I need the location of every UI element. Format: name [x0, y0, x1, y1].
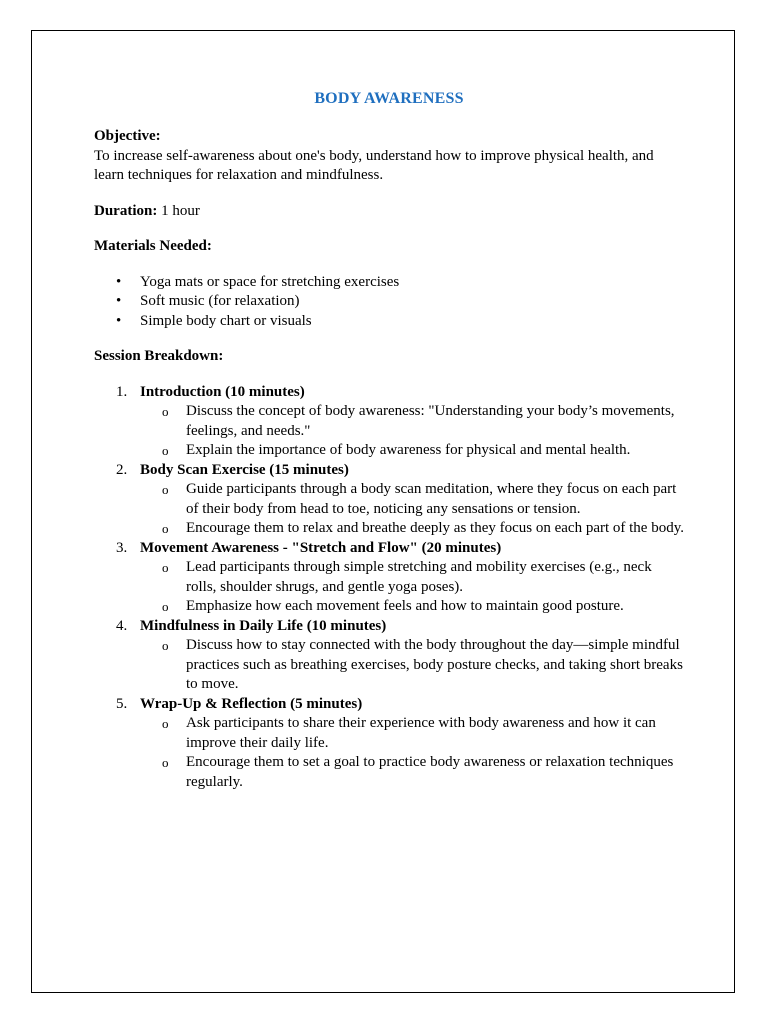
objective-label: Objective: [94, 128, 161, 144]
step-points [140, 402, 684, 461]
bullet-icon: • [116, 312, 122, 329]
duration-label: Duration: [94, 202, 158, 219]
circle-bullet-icon: o [162, 599, 169, 614]
bullet-icon: • [116, 273, 122, 290]
step-heading: Body Scan Exercise (15 minutes) [140, 461, 349, 478]
duration-value: 1 hour [157, 202, 200, 219]
step-heading: Introduction (10 minutes) [140, 383, 305, 400]
step-heading: Wrap-Up & Reflection (5 minutes) [140, 695, 363, 712]
materials-label: Materials Needed: [94, 238, 212, 254]
session-step [94, 617, 684, 695]
step-number: 4. [116, 617, 128, 634]
session-label: Session Breakdown: [94, 348, 224, 364]
list-item: o Discuss how to stay connected with the body throughout the day—simple mindful practices such as breathing exercises, body posture checks, and taking short breaks to move. [162, 637, 683, 692]
list-item: o Emphasize how each movement feels and how to maintain good posture. [140, 597, 684, 617]
step-points [140, 480, 684, 539]
list-item: • Simple body chart or visuals [94, 312, 684, 332]
step-heading: Mindfulness in Daily Life (10 minutes) [140, 617, 387, 634]
objective-text: To increase self-awareness about one's body, understand how to improve physical health, and learn techniques for relaxation and mindfulness. [94, 147, 654, 183]
document-page [31, 30, 735, 993]
list-item: o Ask participants to share their experience with body awareness and how it can improve their daily life. [162, 715, 656, 751]
step-number: 2. [116, 461, 128, 478]
list-item: o Lead participants through simple stretching and mobility exercises (e.g., neck rolls, shoulder shrugs, and gentle yoga poses). [162, 559, 652, 595]
circle-bullet-icon: o [162, 560, 169, 575]
list-item: o Explain the importance of body awareness for physical and mental health. [140, 441, 684, 461]
step-number: 3. [116, 539, 128, 556]
document-title: BODY AWARENESS [314, 90, 464, 107]
step-points [140, 714, 684, 792]
document-content [94, 89, 684, 792]
list-item: o Guide participants through a body scan meditation, where they focus on each part of their body from head to toe, noticing any sensations or tension. [162, 481, 677, 517]
step-points [140, 558, 684, 617]
materials-list [94, 273, 684, 332]
list-item: o Discuss the concept of body awareness: "Understanding your body’s movements, feelings, and needs." [162, 403, 675, 439]
list-item: o Encourage them to relax and breathe deeply as they focus on each part of the body. [140, 519, 684, 539]
session-step [94, 383, 684, 461]
circle-bullet-icon: o [162, 482, 169, 497]
step-number: 1. [116, 383, 128, 400]
objective-section [94, 127, 684, 186]
circle-bullet-icon: o [162, 755, 169, 770]
circle-bullet-icon: o [162, 716, 169, 731]
session-step [94, 539, 684, 617]
step-heading: Movement Awareness - "Stretch and Flow" (20 minutes) [140, 539, 502, 556]
session-list [94, 383, 684, 793]
list-item: • Yoga mats or space for stretching exercises [94, 273, 684, 293]
step-points [140, 636, 684, 695]
session-step [94, 695, 684, 793]
duration-line [94, 202, 684, 222]
circle-bullet-icon: o [162, 404, 169, 419]
bullet-icon: • [116, 293, 122, 309]
circle-bullet-icon: o [162, 443, 169, 458]
list-item: o Encourage them to set a goal to practice body awareness or relaxation techniques regularly. [162, 754, 674, 790]
step-number: 5. [116, 695, 128, 712]
circle-bullet-icon: o [162, 638, 169, 653]
circle-bullet-icon: o [162, 521, 169, 536]
session-step [94, 461, 684, 539]
list-item: • Soft music (for relaxation) [94, 292, 684, 312]
